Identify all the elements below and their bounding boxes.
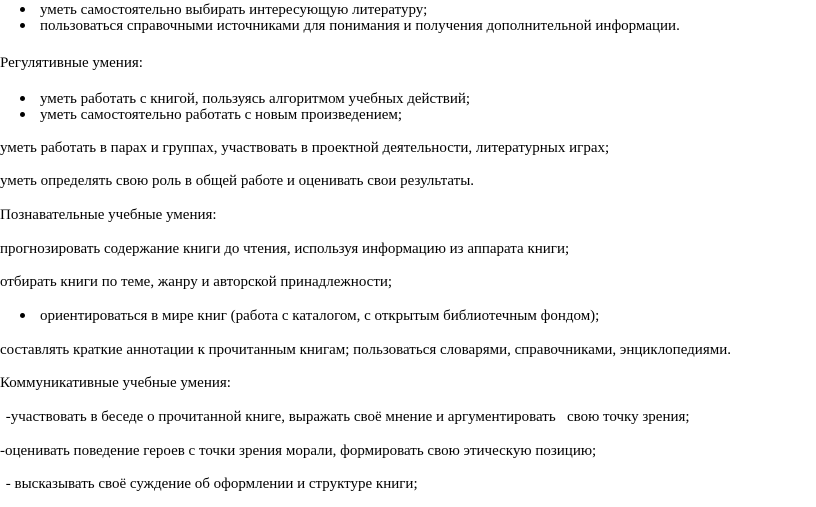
paragraph-pairs: уметь работать в парах и группах, участвовать в проектной деятельности, литературных играх; [0,140,610,156]
bullet-icon [20,7,25,12]
list-item: уметь самостоятельно работать с новым произведением; [40,107,403,123]
section-heading-regulative: Регулятивные умения: [0,55,143,71]
paragraph-role: уметь определять свою роль в общей работе и оценивать свои результаты. [0,173,475,189]
paragraph-predict: прогнозировать содержание книги до чтения, используя информацию из аппарата книги; [0,241,570,257]
dash-item: - высказывать своё суждение об оформлении и структуре книги; [2,476,418,492]
section-heading-communicative: Коммуникативные учебные умения: [0,375,231,391]
dash-item: -оценивать поведение героев с точки зрения морали, формировать свою этическую позицию; [0,443,597,459]
paragraph-annotations: составлять краткие аннотации к прочитанным книгам; пользоваться словарями, справочниками, энциклопедиями. [0,342,731,358]
list-item: ориентироваться в мире книг (работа с каталогом, с открытым библиотечным фондом); [40,308,600,324]
section-heading-cognitive: Познавательные учебные умения: [0,207,217,223]
list-item: уметь самостоятельно выбирать интересующую литературу; [40,2,428,18]
list-item: уметь работать с книгой, пользуясь алгоритмом учебных действий; [40,91,471,107]
dash-item: -участвовать в беседе о прочитанной книге, выражать своё мнение и аргументировать свою точку зрения; [2,409,690,425]
paragraph-select: отбирать книги по теме, жанру и авторской принадлежности; [0,274,393,290]
bullet-icon [20,96,25,101]
list-item: пользоваться справочными источниками для понимания и получения дополнительной информации. [40,18,680,34]
bullet-icon [20,313,25,318]
bullet-icon [20,112,25,117]
bullet-icon [20,23,25,28]
